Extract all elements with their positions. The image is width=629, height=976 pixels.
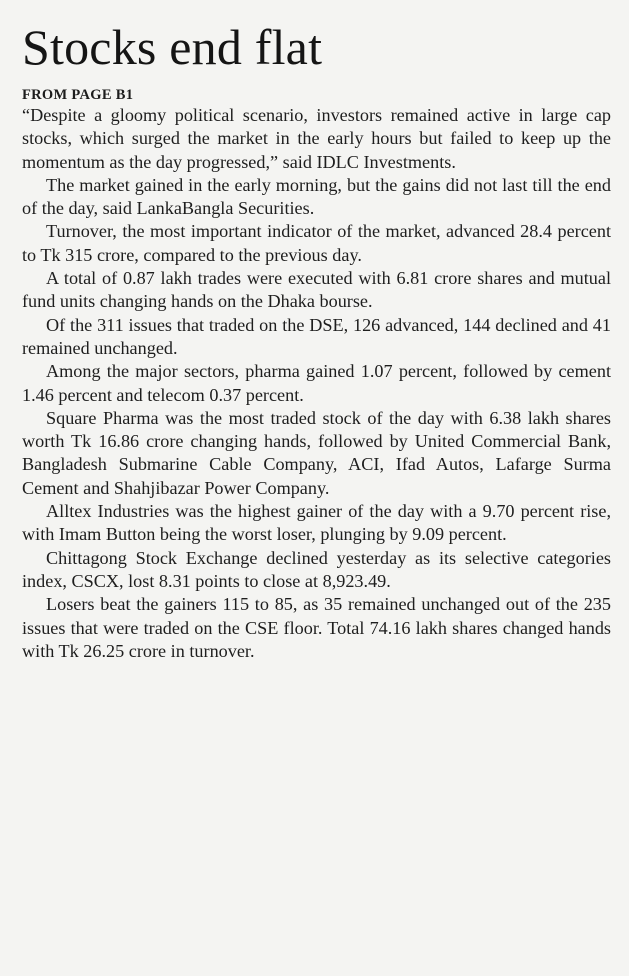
headline: Stocks end flat: [22, 19, 323, 75]
paragraph-lankabangla: The market gained in the early morning, but the gains did not last till the end of the day, said LankaBangla Securities.: [22, 174, 611, 219]
paragraph-gainers-losers: Alltex Industries was the highest gainer of the day with a 9.70 percent rise, with Imam Button being the worst loser, plunging by 9.09 percent.: [22, 501, 611, 545]
paragraph-cse-index: Chittagong Stock Exchange declined yesterday as its selective categories index, CSCX, lost 8.31 points to close at 8,923.49.: [22, 547, 611, 591]
paragraph-trades: A total of 0.87 lakh trades were executed with 6.81 crore shares and mutual fund units changing hands on the Dhaka bourse.: [22, 268, 611, 312]
paragraph-idlc-quote: “Despite a gloomy political scenario, investors remained active in large cap stocks, which surged the market in the early hours but failed to keep up the momentum as the day progressed,” said IDLC Investments.: [22, 105, 611, 172]
continued-from-label: FROM PAGE B1: [22, 87, 134, 103]
article-body: [22, 104, 611, 663]
paragraph-cse-issues: Losers beat the gainers 115 to 85, as 35 remained unchanged out of the 235 issues that were traded on the CSE floor. Total 74.16 lakh shares changed hands with Tk 26.25 crore in turnover.: [22, 594, 611, 661]
paragraph-most-traded: Square Pharma was the most traded stock of the day with 6.38 lakh shares worth Tk 16.86 crore changing hands, followed by United Commercial Bank, Bangladesh Submarine Cable Company, ACI, Ifad Autos, Lafarge Surma Cement and Shahjibazar Power Company.: [22, 407, 611, 498]
paragraph-sectors: Among the major sectors, pharma gained 1.07 percent, followed by cement 1.46 percent and telecom 0.37 percent.: [22, 361, 611, 405]
paragraph-dse-issues: Of the 311 issues that traded on the DSE, 126 advanced, 144 declined and 41 remained unchanged.: [22, 314, 611, 358]
paragraph-turnover: Turnover, the most important indicator of the market, advanced 28.4 percent to Tk 315 crore, compared to the previous day.: [22, 221, 611, 265]
